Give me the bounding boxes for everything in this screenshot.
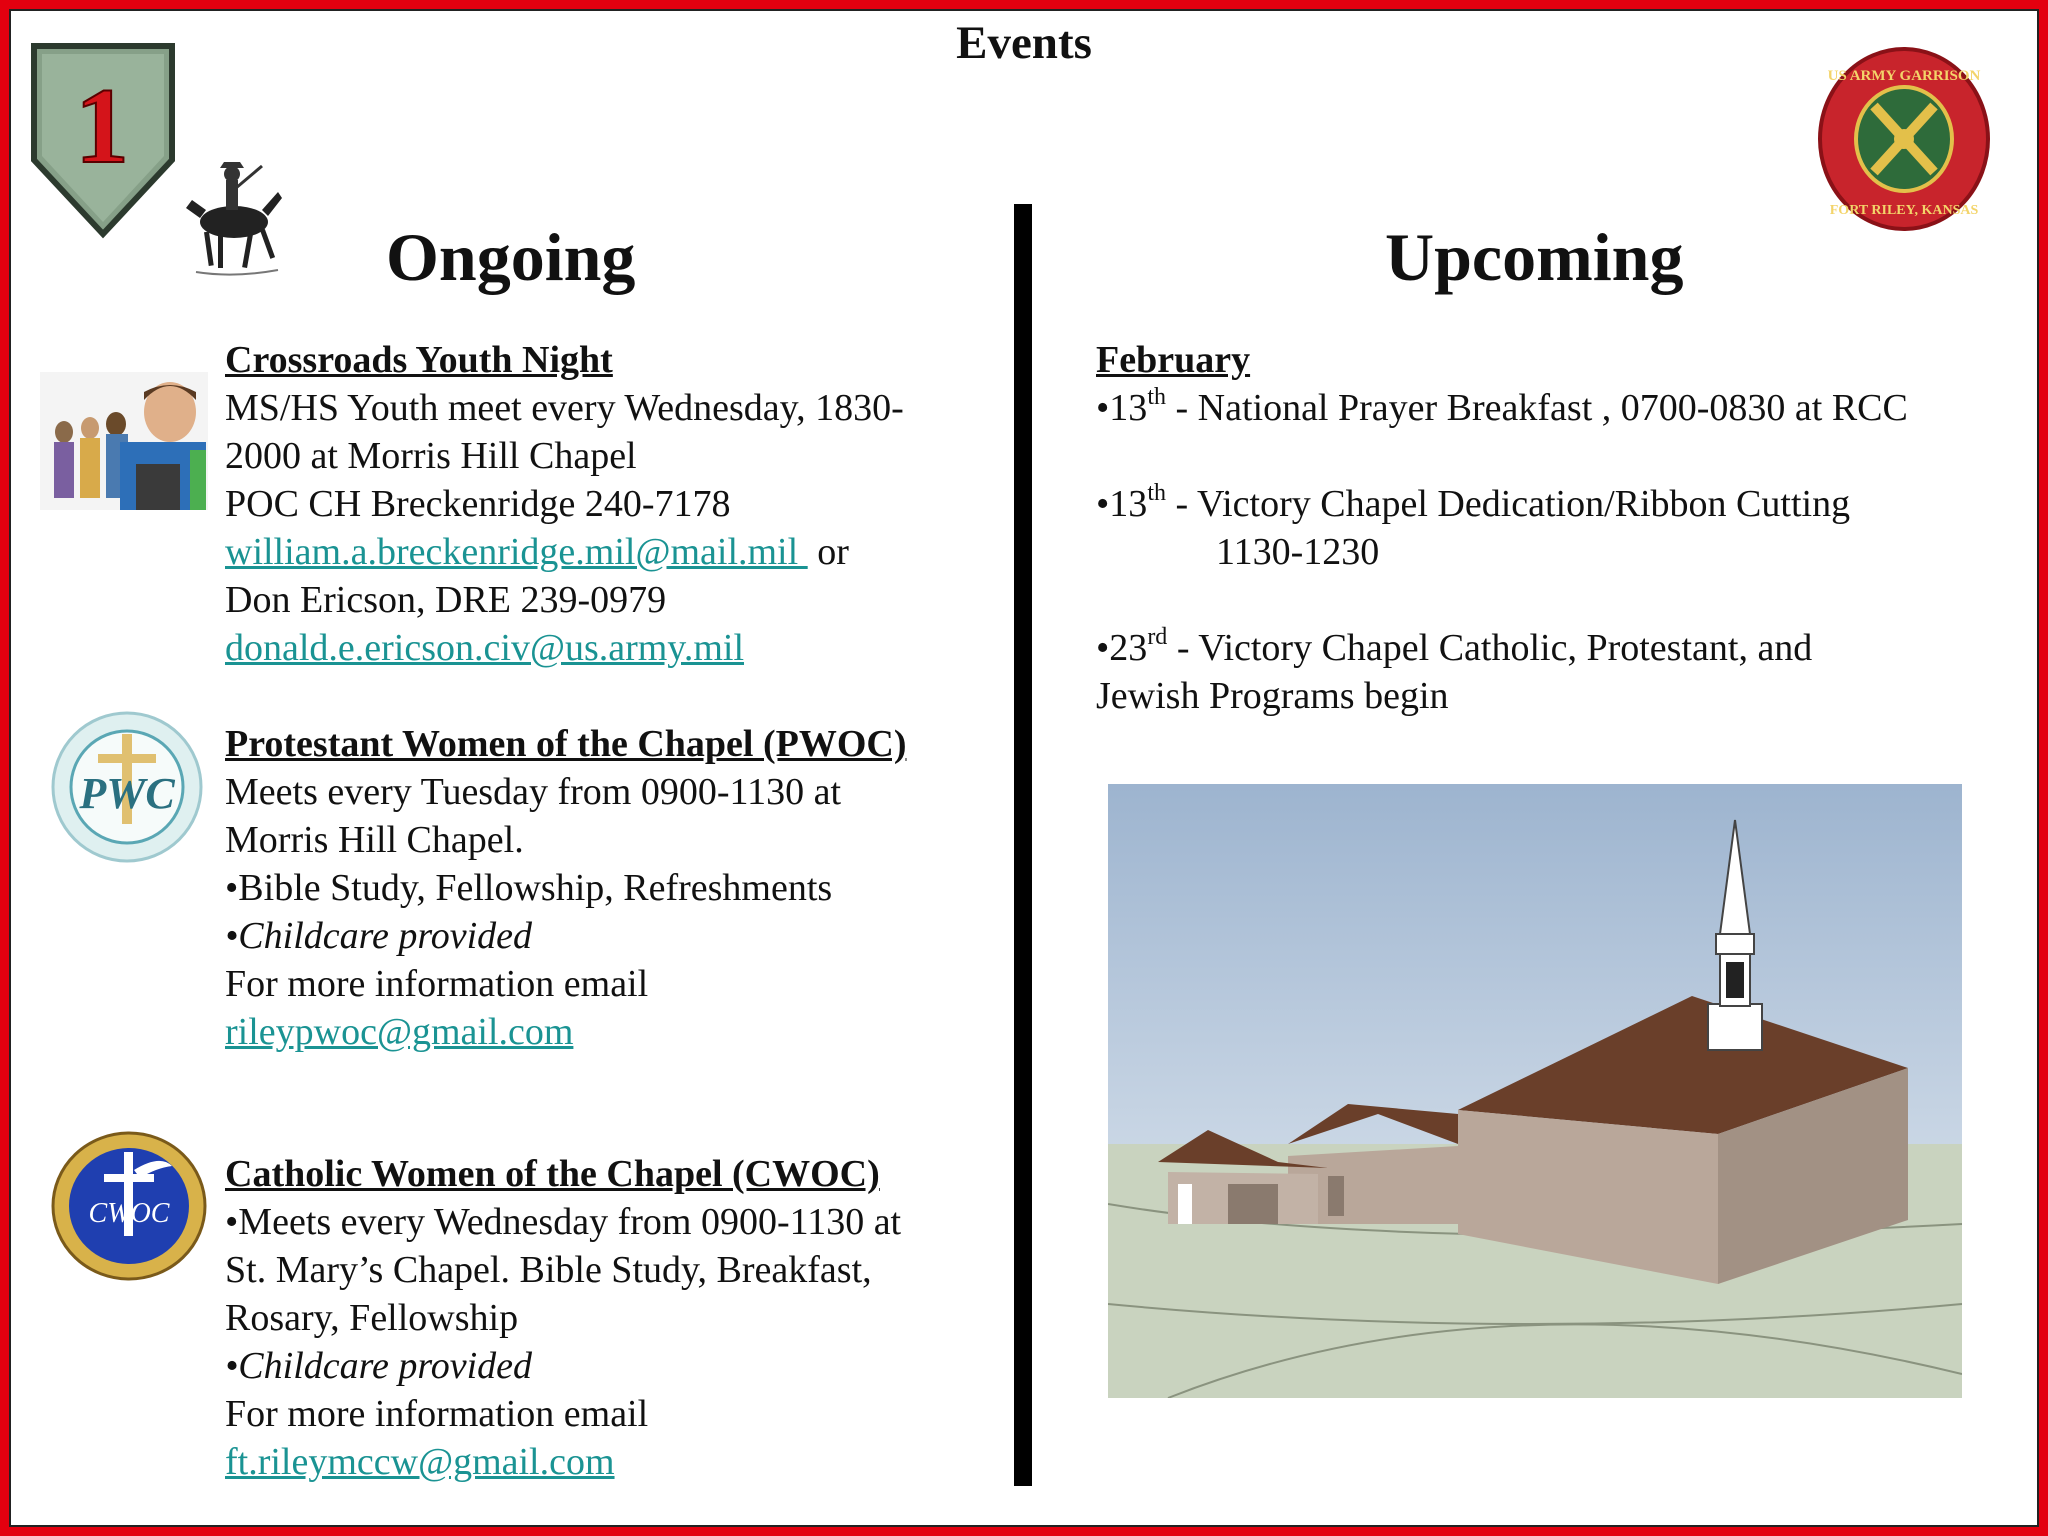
pwoc-title: Protestant Women of the Chapel (PWOC) — [225, 723, 907, 765]
ericson-email-link[interactable]: donald.e.ericson.civ@us.army.mil — [225, 627, 745, 669]
cwoc-logo-text: CWOC — [88, 1198, 170, 1229]
upcoming-event-cont: Jewish Programs begin — [1096, 675, 1449, 717]
cwoc-line: For more information email — [225, 1393, 649, 1435]
garrison-bottom-text: FORT RILEY, KANSAS — [1829, 203, 1979, 218]
chapel-rendering-icon — [1108, 784, 1962, 1398]
pwoc-line: For more information email — [225, 963, 649, 1005]
upcoming-event: •23rd - Victory Chapel Catholic, Protestant, and — [1096, 624, 1813, 669]
division-numeral: 1 — [75, 67, 129, 186]
upcoming-heading: Upcoming — [1385, 219, 1684, 295]
crossroads-line: POC CH Breckenridge 240-7178 — [225, 483, 731, 525]
youth-photo-icon — [40, 372, 208, 510]
garrison-top-text: US ARMY GARRISON — [1827, 68, 1981, 84]
upcoming-block — [1096, 336, 1996, 720]
crossroads-email-row — [225, 528, 985, 576]
cwoc-line: Rosary, Fellowship — [225, 1297, 519, 1339]
upcoming-event: •13th - National Prayer Breakfast , 0700-0830 at RCC — [1096, 384, 1908, 429]
email-suffix: or — [807, 531, 849, 573]
garrison-seal-icon — [1816, 44, 1992, 234]
column-divider — [1014, 204, 1032, 1486]
cwoc-block — [225, 1150, 985, 1486]
crossroads-line: Don Ericson, DRE 239-0979 — [225, 579, 667, 621]
ongoing-heading: Ongoing — [386, 219, 636, 295]
pwoc-line: Morris Hill Chapel. — [225, 819, 524, 861]
crossroads-line: 2000 at Morris Hill Chapel — [225, 435, 637, 477]
breckenridge-email-link[interactable]: william.a.breckenridge.mil@mail.mil — [225, 531, 808, 573]
pwoc-email-link[interactable]: rileypwoc@gmail.com — [225, 1011, 574, 1053]
pwoc-line: Meets every Tuesday from 0900-1130 at — [225, 771, 841, 813]
pwoc-logo-icon — [50, 710, 204, 864]
cwoc-email-link[interactable]: ft.rileymccw@gmail.com — [225, 1441, 615, 1483]
crossroads-block — [225, 336, 985, 672]
page-title: Events — [956, 17, 1092, 69]
pwoc-block — [225, 720, 985, 1056]
cwoc-logo-icon — [50, 1130, 208, 1282]
pwoc-line: •Bible Study, Fellowship, Refreshments — [225, 867, 833, 909]
pwoc-logo-text: PWC — [79, 769, 175, 818]
upcoming-month: February — [1096, 339, 1251, 381]
upcoming-event-cont: 1130-1230 — [1216, 531, 1380, 573]
pwoc-childcare: •Childcare provided — [225, 915, 533, 957]
cwoc-line: St. Mary’s Chapel. Bible Study, Breakfast, — [225, 1249, 872, 1291]
cwoc-childcare: •Childcare provided — [225, 1345, 533, 1387]
cwoc-title: Catholic Women of the Chapel (CWOC) — [225, 1153, 880, 1195]
crossroads-line: MS/HS Youth meet every Wednesday, 1830- — [225, 387, 904, 429]
cavalry-rider-icon — [178, 152, 290, 280]
upcoming-event: •13th - Victory Chapel Dedication/Ribbon Cutting — [1096, 480, 1851, 525]
cwoc-line: •Meets every Wednesday from 0900-1130 at — [225, 1201, 902, 1243]
crossroads-title: Crossroads Youth Night — [225, 339, 613, 381]
division-patch-icon — [28, 40, 178, 240]
